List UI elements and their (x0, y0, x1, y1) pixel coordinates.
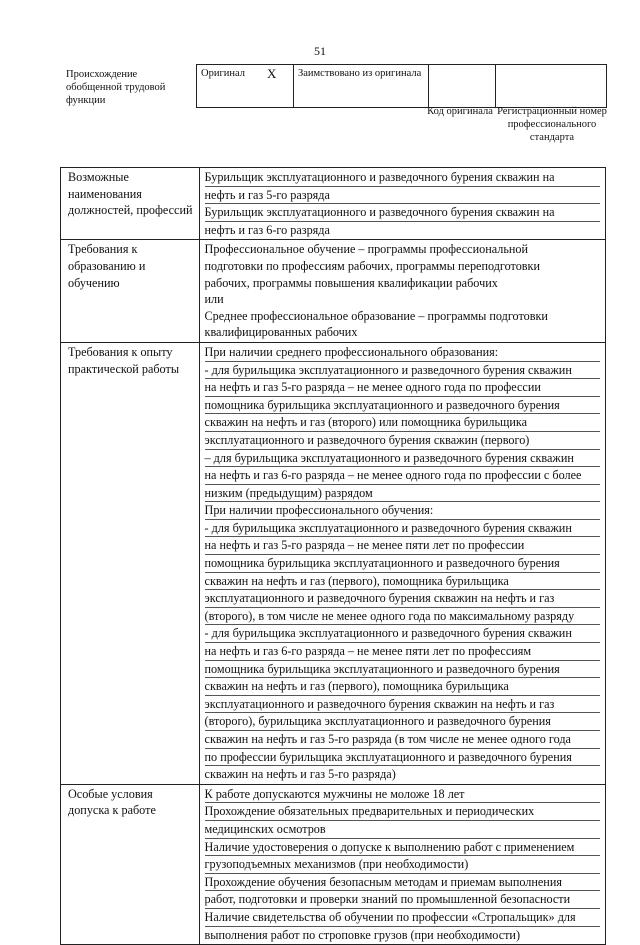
code-cell (429, 65, 496, 108)
value-line: помощника бурильщика эксплуатационного и разведочного бурения (205, 397, 600, 415)
value-line: К работе допускаются мужчины не моложе 18 лет (205, 786, 600, 804)
reg-number-cell (496, 65, 607, 108)
value-line: работ, подготовки и проверки знаний по промышленной безопасности (205, 891, 600, 909)
value-line: нефть и газ 5-го разряда (205, 187, 600, 205)
table-row (61, 168, 606, 240)
original-cell (197, 65, 294, 108)
value-line: (второго), в том числе не менее одного года по максимальному разряду (205, 608, 600, 626)
code-caption: Код оригинала (427, 106, 493, 117)
row-value (199, 168, 605, 240)
value-line: При наличии профессионального обучения: (205, 502, 600, 520)
borrowed-cell (294, 65, 429, 108)
row-value (199, 784, 605, 944)
value-line: При наличии среднего профессионального образования: (205, 344, 600, 362)
value-line: эксплуатационного и разведочного бурения скважин на нефть и газ (205, 590, 600, 608)
borrowed-label: Заимствовано из оригинала (298, 68, 422, 79)
row-label: Возможные наименования должностей, профессий (61, 168, 200, 240)
row-label: Особые условия допуска к работе (61, 784, 200, 944)
value-line: эксплуатационного и разведочного бурения скважин (первого) (205, 432, 600, 450)
row-label: Требования к образованию и обучению (61, 240, 200, 343)
page-number: 51 (314, 44, 326, 58)
value-line: или (204, 292, 224, 307)
value-line: по профессии бурильщика эксплуатационного и разведочного бурения (205, 749, 600, 767)
value-line: Среднее профессиональное образование – программы подготовки (204, 308, 548, 323)
value-line: на нефть и газ 6-го разряда – не менее пяти лет по профессиям (205, 643, 600, 661)
value-line: скважин на нефть и газ 5-го разряда) (204, 767, 396, 782)
row-value (199, 240, 605, 343)
value-line: (второго), бурильщика эксплуатационного и разведочного бурения (205, 713, 600, 731)
value-line: подготовки по профессиям рабочих, программы переподготовки (204, 258, 540, 273)
value-line: помощника бурильщика эксплуатационного и разведочного бурения (205, 661, 600, 679)
origin-label: Происхождение обобщенной трудовой функции (66, 69, 166, 106)
value-line: Бурильщик эксплуатационного и разведочного бурения скважин на (205, 204, 600, 222)
reg-caption: Регистрационный номер профессионального стандарта (497, 106, 607, 143)
requirements-table (60, 167, 606, 945)
origin-table (196, 64, 607, 108)
row-value (199, 342, 605, 784)
value-line: квалифицированных рабочих (204, 325, 358, 340)
value-line: выполнения работ по строповке грузов (при необходимости) (204, 927, 521, 942)
value-line: низким (предыдущим) разрядом (205, 485, 600, 503)
value-line: эксплуатационного и разведочного бурения скважин на нефть и газ (205, 696, 600, 714)
value-line: - для бурильщика эксплуатационного и разведочного бурения скважин (205, 520, 600, 538)
value-line: скважин на нефть и газ 5-го разряда (в том числе не менее одного года (205, 731, 600, 749)
value-line: на нефть и газ 5-го разряда – не менее пяти лет по профессии (205, 537, 600, 555)
row-label: Требования к опыту практической работы (61, 342, 200, 784)
value-line: Прохождение обязательных предварительных и периодических (205, 803, 600, 821)
value-line: - для бурильщика эксплуатационного и разведочного бурения скважин (205, 625, 600, 643)
value-line: – для бурильщика эксплуатационного и разведочного бурения скважин (205, 450, 600, 468)
value-line: Профессиональное обучение – программы профессиональной (204, 242, 529, 257)
table-row (61, 342, 606, 784)
value-line: - для бурильщика эксплуатационного и разведочного бурения скважин (205, 362, 600, 380)
original-label: Оригинал (201, 68, 245, 79)
value-line: скважин на нефть и газ (второго) или помощника бурильщика (205, 414, 600, 432)
value-line: Бурильщик эксплуатационного и разведочного бурения скважин на (205, 169, 600, 187)
value-line: на нефть и газ 5-го разряда – не менее одного года по профессии (205, 379, 600, 397)
value-line: Прохождение обучения безопасным методам и приемам выполнения (205, 874, 600, 892)
value-line: медицинских осмотров (205, 821, 600, 839)
value-line: грузоподъемных механизмов (при необходимости) (205, 856, 600, 874)
value-line: нефть и газ 6-го разряда (204, 222, 330, 237)
value-line: скважин на нефть и газ (первого), помощника бурильщика (205, 678, 600, 696)
value-line: рабочих, программы повышения квалификации рабочих (204, 275, 498, 290)
value-line: Наличие свидетельства об обучении по профессии «Стропальщик» для (205, 909, 600, 927)
value-line: Наличие удостоверения о допуске к выполнению работ с применением (205, 839, 600, 857)
value-line: помощника бурильщика эксплуатационного и разведочного бурения (205, 555, 600, 573)
value-line: на нефть и газ 6-го разряда – не менее одного года по профессии с более (205, 467, 600, 485)
table-row (61, 240, 606, 343)
original-mark: X (267, 66, 277, 81)
value-line: скважин на нефть и газ (первого), помощника бурильщика (205, 573, 600, 591)
table-row (61, 784, 606, 944)
